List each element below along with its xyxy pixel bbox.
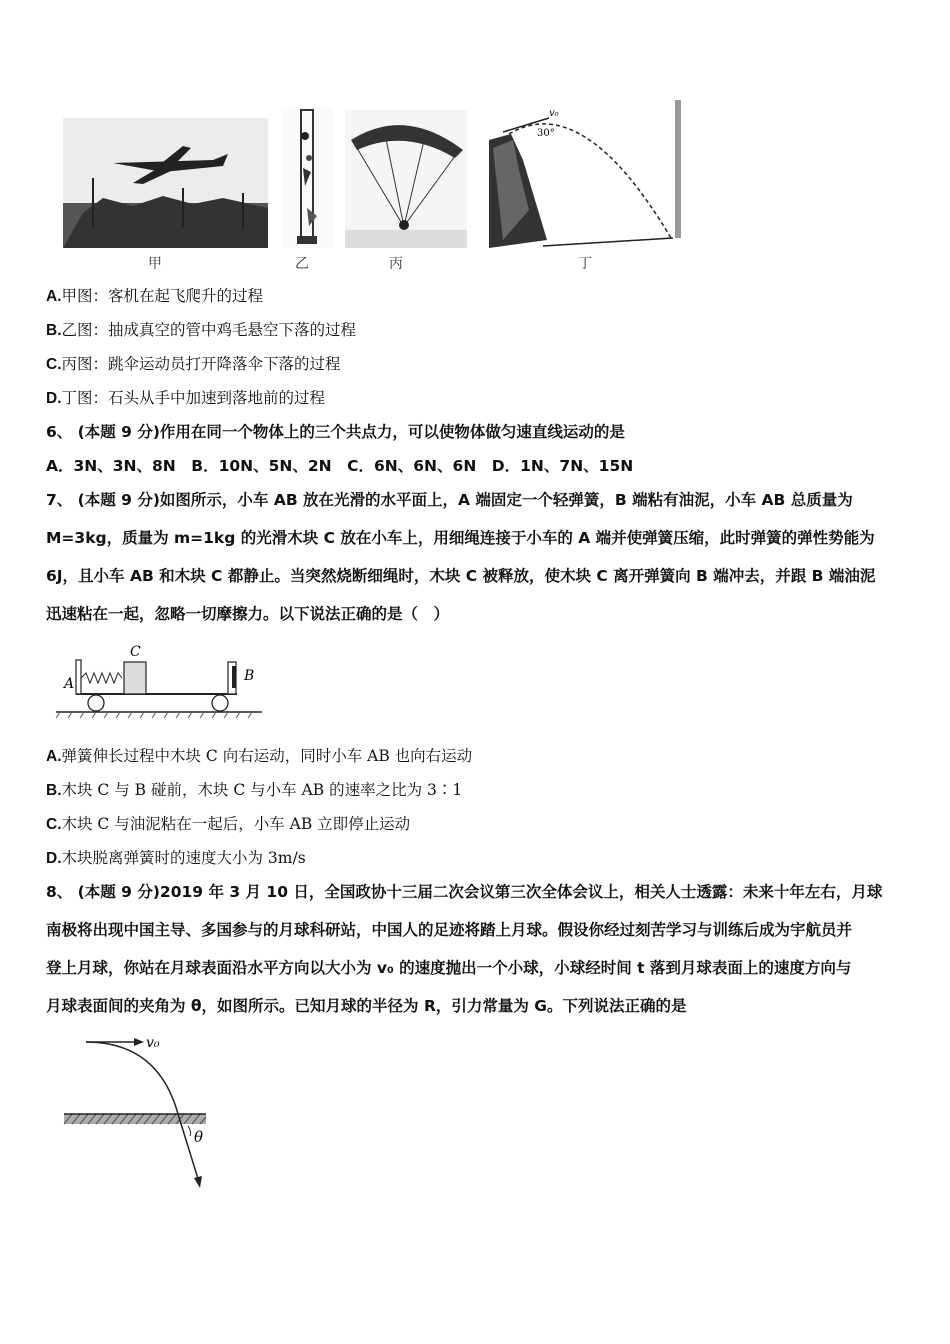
option-text: 弹簧伸长过程中木块 C 向右运动，同时小车 AB 也向右运动	[61, 747, 473, 765]
option-letter: A.	[46, 288, 62, 305]
q8-stem-line: 南极将出现中国主导、多国参与的月球科研站，中国人的足迹将踏上月球。假设你经过刻苦学习与训练后成为宇航员并	[46, 921, 853, 939]
q7-stem-line: 6J，且小车 AB 和木块 C 都静止。当突然烧断细绳时，木块 C 被释放，使木块 C 离开弹簧向 B 端冲去，并跟 B 端油泥	[46, 567, 876, 585]
option-letter: D.	[46, 850, 62, 867]
q8-stem	[46, 873, 908, 1025]
angle-label: 30°	[537, 128, 555, 139]
theta-label: θ	[194, 1128, 204, 1146]
q6-stem: 6、 (本题 9 分)作用在同一个物体上的三个共点力，可以使物体做匀速直线运动的是	[46, 423, 625, 441]
label-a: A	[64, 676, 75, 692]
option-letter: A.	[46, 748, 62, 765]
q5-photo-figure	[55, 100, 685, 275]
q7-stem-line: M=3kg，质量为 m=1kg 的光滑木块 C 放在小车上，用细绳连接于小车的 A 端并使弹簧压缩，此时弹簧的弹性势能为	[46, 529, 875, 547]
q8-stem-line: 8、 (本题 9 分)2019 年 3 月 10 日，全国政协十三届二次会议第三次全体会议上，相关人士透露：未来十年左右，月球	[46, 883, 883, 901]
q7-option-a	[46, 746, 472, 767]
caption-bing: 丙	[389, 256, 403, 272]
q8-stem-line: 登上月球，你站在月球表面沿水平方向以大小为 v₀ 的速度抛出一个小球，小球经时间 t 落到月球表面上的速度方向与	[46, 959, 852, 977]
option-letter: B.	[46, 322, 62, 339]
photo-vacuum-tube	[281, 108, 333, 248]
q7-stem	[46, 481, 908, 633]
q5-option-a	[46, 286, 263, 307]
q6-options: A．3N、3N、8N B．10N、5N、2N C．6N、6N、6N D．1N、7N、15N	[46, 457, 634, 475]
option-letter: C.	[46, 356, 62, 373]
q7-cart-figure	[52, 640, 267, 720]
option-letter: C.	[46, 816, 62, 833]
caption-yi: 乙	[295, 256, 309, 272]
v0-label: v₀	[549, 108, 559, 119]
q7-option-b	[46, 780, 462, 801]
option-text: 木块 C 与 B 碰前，木块 C 与小车 AB 的速率之比为 3∶1	[61, 781, 463, 799]
option-text: 甲图：客机在起飞爬升的过程	[61, 287, 264, 305]
q5-option-d	[46, 388, 325, 409]
q7-option-c	[46, 814, 410, 835]
option-text: 丁图：石头从手中加速到落地前的过程	[61, 389, 326, 407]
option-text: 木块脱离弹簧时的速度大小为 3m/s	[61, 849, 306, 867]
photo-airplane	[63, 118, 268, 248]
q5-option-b	[46, 320, 356, 341]
option-text: 木块 C 与油泥粘在一起后，小车 AB 立即停止运动	[61, 815, 411, 833]
q8-stem-line: 月球表面间的夹角为 θ，如图所示。已知月球的半径为 R，引力常量为 G。下列说法正确的是	[46, 997, 687, 1015]
option-letter: D.	[46, 390, 62, 407]
q7-option-d	[46, 848, 306, 869]
q7-stem-line: 7、 (本题 9 分)如图所示，小车 AB 放在光滑的水平面上，A 端固定一个轻弹簧，B 端粘有油泥，小车 AB 总质量为	[46, 491, 853, 509]
photo-parachute	[345, 110, 467, 248]
option-text: 乙图：抽成真空的管中鸡毛悬空下落的过程	[61, 321, 357, 339]
label-c: C	[130, 644, 141, 660]
v0-label: v₀	[146, 1035, 160, 1051]
caption-jia: 甲	[148, 256, 162, 272]
option-text: 丙图：跳伞运动员打开降落伞下落的过程	[61, 355, 341, 373]
q8-projectile-figure	[58, 1030, 218, 1195]
label-b: B	[244, 668, 255, 684]
q5-option-c	[46, 354, 341, 375]
caption-ding: 丁	[578, 256, 592, 272]
option-letter: B.	[46, 782, 62, 799]
photo-stone-throw	[483, 100, 681, 248]
q7-stem-line: 迅速粘在一起，忽略一切摩擦力。以下说法正确的是（ ）	[46, 605, 450, 623]
